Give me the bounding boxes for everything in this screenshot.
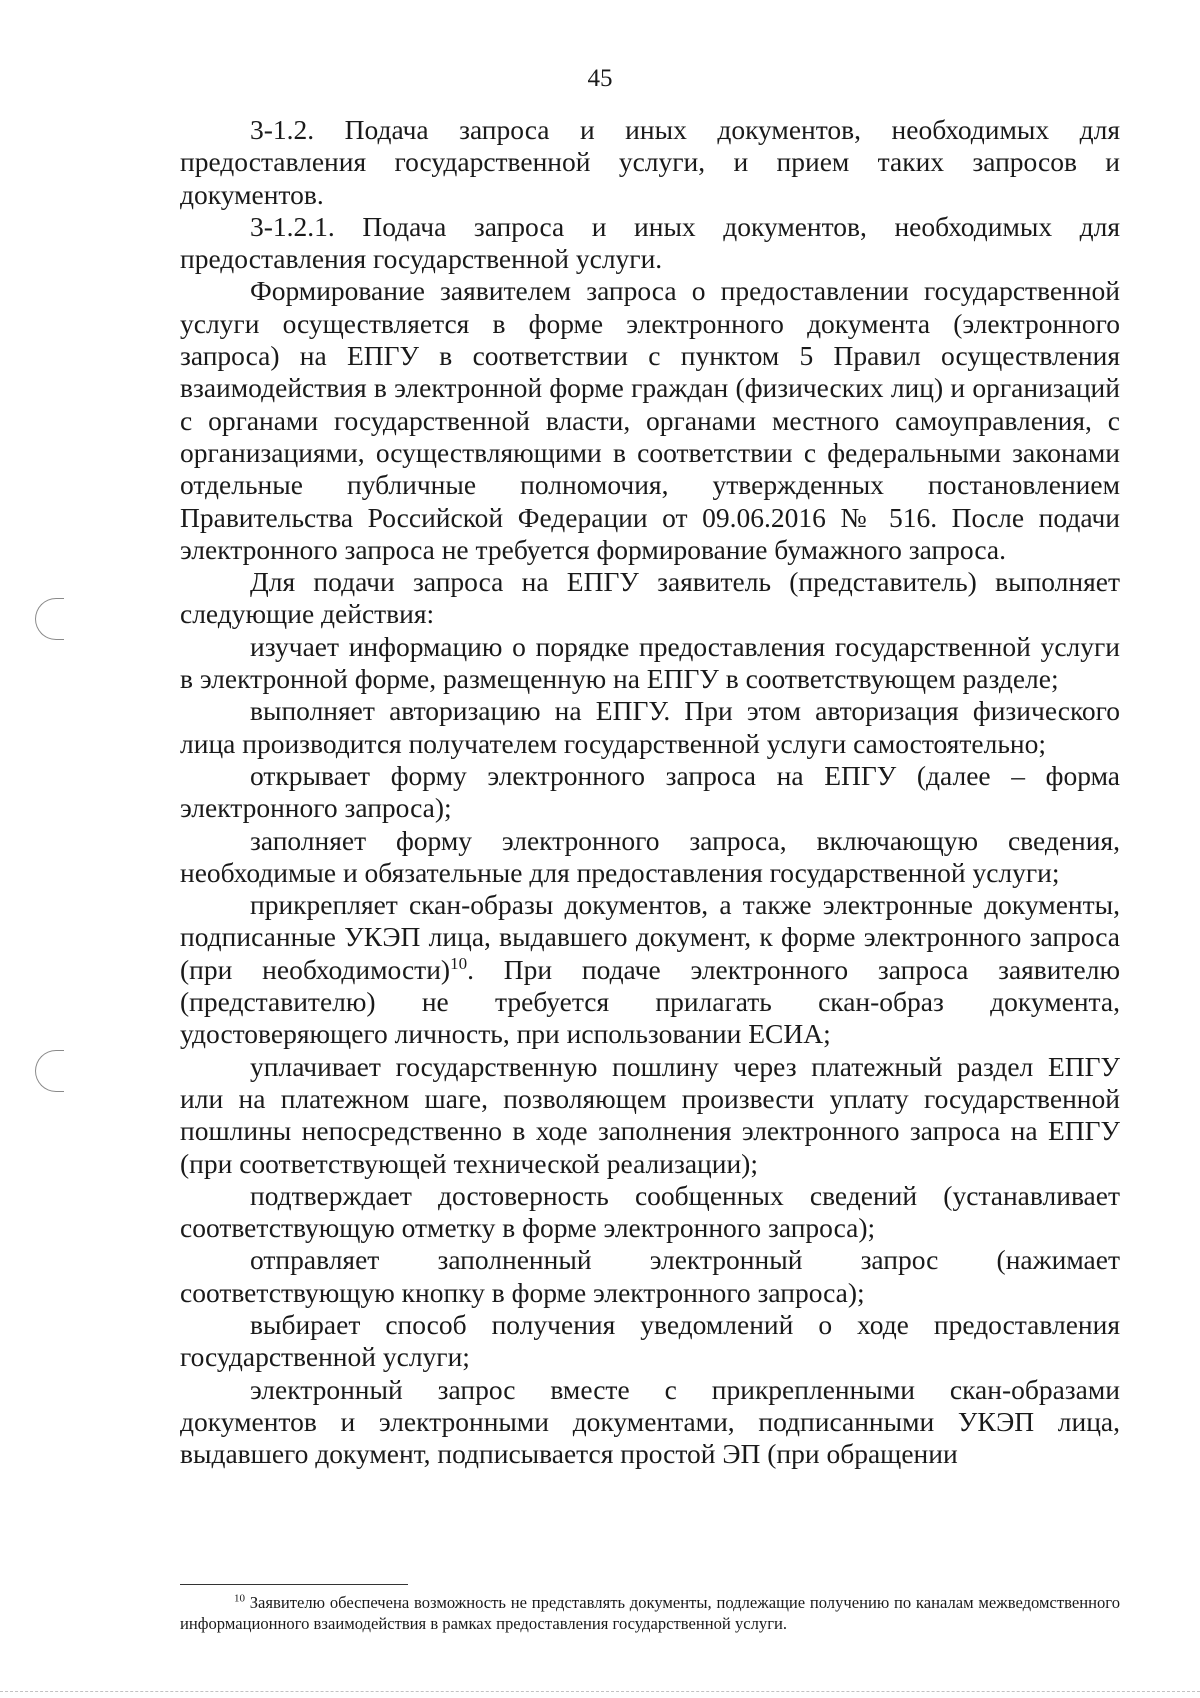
attach-scans-text-continued: . При подаче электронного запроса заявителю (представителю) не требуется прилагать скан-образ документа, удостоверяющего личность, при использовании ЕСИА; — [180, 953, 1121, 1050]
list-item-fill-form: заполняет форму электронного запроса, включающую сведения, необходимые и обязательные для предоставления государственной услуги; — [180, 824, 1120, 888]
footnote-reference: 10 — [450, 953, 468, 973]
list-item-pay-duty: уплачивает государственную пошлину через платежный раздел ЕПГУ или на платежном шаге, позволяющем произвести уплату государственной пошлины непосредственно в ходе заполнения электронного запроса на ЕПГУ (при соответствующей технической реализации); — [180, 1050, 1120, 1179]
attach-scans-text: прикрепляет скан-образы документов, а также электронные документы, подписанные УКЭП лица, выдавшего документ, к форме электронного запроса (при необходимости) — [180, 889, 1120, 985]
page-number: 45 — [587, 65, 613, 92]
list-item-notifications: выбирает способ получения уведомлений о ходе предоставления государственной услуги; — [180, 1308, 1120, 1373]
list-item-send: отправляет заполненный электронный запрос (нажимает соответствующую кнопку в форме электронного запроса); — [180, 1244, 1120, 1308]
list-item-open-form: открывает форму электронного запроса на ЕПГУ (далее – форма электронного запроса); — [180, 759, 1120, 824]
scan-edge-line — [0, 1691, 1200, 1692]
list-item-signature: электронный запрос вместе с прикрепленными скан-образами документов и электронными документами, подписанными УКЭП лица, выдавшего документ, подписывается простой ЭП (при обращении — [180, 1373, 1120, 1470]
list-item-authorization: выполняет авторизацию на ЕПГУ. При этом авторизация физического лица производится получателем государственной услуги самостоятельно; — [180, 695, 1120, 759]
footnote-number: 10 — [234, 1592, 245, 1605]
list-item-attach-scans — [180, 889, 1120, 1050]
document-body — [180, 114, 1120, 1470]
paragraph-3-1-2: 3-1.2. Подача запроса и иных документов, необходимых для предоставления государственной услуги, и прием таких запросов и документов. — [180, 114, 1120, 210]
paragraph-actions-intro: Для подачи запроса на ЕПГУ заявитель (представитель) выполняет следующие действия: — [180, 566, 1120, 630]
list-item-study-info: изучает информацию о порядке предоставления государственной услуги в электронной форме, размещенную на ЕПГУ в соответствующем разделе; — [180, 630, 1120, 695]
binding-hole-mark — [35, 598, 64, 640]
binding-hole-mark — [35, 1050, 64, 1092]
footnote — [180, 1592, 1120, 1634]
paragraph-request-forming: Формирование заявителем запроса о предоставлении государственной услуги осуществляется в форме электронного документа (электронного запроса) на ЕПГУ в соответствии с пунктом 5 Правил осуществления взаимодействия в электронной форме граждан (физических лиц) и организаций с органами государственной власти, органами местного самоуправления, с организациями, осуществляющими в соответствии с федеральными законами отдельные публичные полномочия, утвержденных постановлением Правительства Российской Федерации от 09.06.2016 № 516. После подачи электронного запроса не требуется формирование бумажного запроса. — [180, 275, 1120, 565]
paragraph-3-1-2-1: 3-1.2.1. Подача запроса и иных документов, необходимых для предоставления государственной услуги. — [180, 210, 1120, 275]
list-item-confirm: подтверждает достоверность сообщенных сведений (устанавливает соответствующую отметку в форме электронного запроса); — [180, 1179, 1120, 1244]
footnote-text: Заявителю обеспечена возможность не представлять документы, подлежащие получению по каналам межведомственного информационного взаимодействия в рамках предоставления государственной услуги. — [180, 1593, 1120, 1633]
footnote-divider — [180, 1584, 408, 1585]
